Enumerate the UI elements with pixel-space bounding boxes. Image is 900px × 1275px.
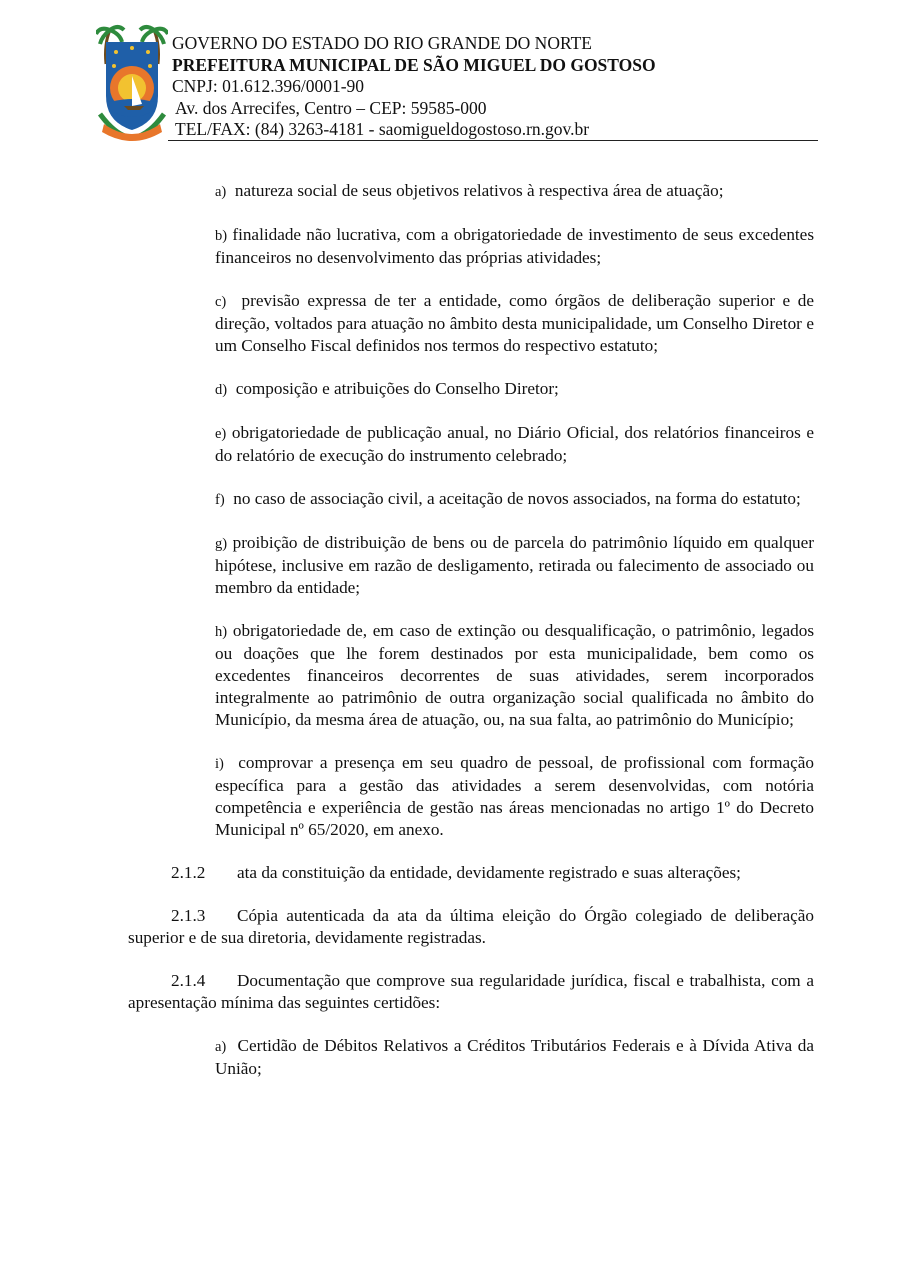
contact: TEL/FAX: (84) 3263-4181 - saomigueldogostoso.rn.gov.br xyxy=(175,119,590,139)
list-item: d) composição e atribuições do Conselho Diretor; xyxy=(215,379,559,398)
government-name: GOVERNO DO ESTADO DO RIO GRANDE DO NORTE xyxy=(172,33,592,53)
letterhead-text xyxy=(172,33,656,141)
section-2-1-3: 2.1.3 Cópia autenticada da ata da última eleição do Órgão colegiado de deliberação superior e de sua diretoria, devidamente registradas. xyxy=(128,906,814,947)
letterhead xyxy=(96,24,818,142)
list-item: a) natureza social de seus objetivos relativos à respectiva área de atuação; xyxy=(215,181,724,200)
list-item: f) no caso de associação civil, a aceitação de novos associados, na forma do estatuto; xyxy=(215,489,801,508)
cnpj: CNPJ: 01.612.396/0001-90 xyxy=(172,76,365,96)
municipal-coat-of-arms-icon xyxy=(96,24,168,142)
list-item: e) obrigatoriedade de publicação anual, no Diário Oficial, dos relatórios financeiros e do relatório de execução do instrumento celebrado; xyxy=(215,423,815,465)
list-item: b) finalidade não lucrativa, com a obrigatoriedade de investimento de seus excedentes financeiros no desenvolvimento das próprias atividades; xyxy=(215,225,815,267)
section-2-1-2: 2.1.2 ata da constituição da entidade, devidamente registrado e suas alterações; xyxy=(171,863,741,882)
list-item: a) Certidão de Débitos Relativos a Créditos Tributários Federais e à Dívida Ativa da União; xyxy=(215,1036,815,1078)
address: Av. dos Arrecifes, Centro – CEP: 59585-000 xyxy=(175,97,487,118)
list-item: i) comprovar a presença em seu quadro de pessoal, de profissional com formação específica para a gestão das atividades a serem desenvolvidas, com notória competência e experiência de gestão nas áreas mencionadas no artigo 1º do Decreto Municipal nº 65/2020, em anexo. xyxy=(215,753,814,839)
document-body xyxy=(128,180,814,1080)
list-item: g) proibição de distribuição de bens ou de parcela do patrimônio líquido em qualquer hipótese, inclusive em razão de desligamento, retirada ou falecimento de associado ou membro da entidade; xyxy=(215,533,814,597)
section-2-1-4: 2.1.4 Documentação que comprove sua regularidade jurídica, fiscal e trabalhista, com a apresentação mínima das seguintes certidões: xyxy=(128,971,814,1012)
list-item: h) obrigatoriedade de, em caso de extinção ou desqualificação, o patrimônio, legados ou doações que lhe forem destinados por esta municipalidade, bem como os excedentes financeiros decorrentes de suas atividades, serem incorporados integralmente ao patrimônio de outra organização social qualificada no âmbito do Município, da mesma área de atuação, ou, na sua falta, ao patrimônio do Município; xyxy=(215,621,815,729)
list-item: c) previsão expressa de ter a entidade, como órgãos de deliberação superior e de direção, voltados para atuação no âmbito desta municipalidade, um Conselho Diretor e um Conselho Fiscal definidos nos termos do respectivo estatuto; xyxy=(215,291,815,355)
header-divider xyxy=(168,140,818,141)
prefecture-name: PREFEITURA MUNICIPAL DE SÃO MIGUEL DO GOSTOSO xyxy=(172,54,656,75)
